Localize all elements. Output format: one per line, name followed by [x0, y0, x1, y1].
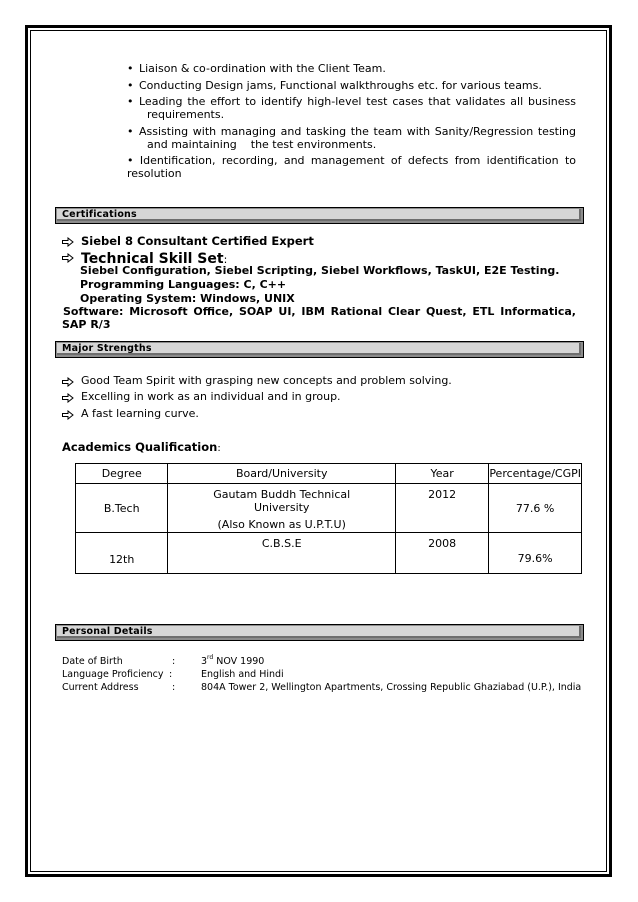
table-cell: C.B.S.E	[168, 533, 396, 574]
field-label: Date of Birth	[62, 656, 123, 667]
section-title: Major Strengths	[62, 343, 152, 354]
arrow-right-icon	[62, 393, 74, 403]
bullet-icon: •	[127, 154, 134, 167]
table-header-row	[76, 464, 582, 484]
section-title: Personal Details	[62, 626, 153, 637]
table-cell: 79.6%	[489, 533, 582, 574]
skill-line: Software: Microsoft Office, SOAP UI, IBM Rational Clear Quest, ETL Informatica,	[63, 305, 576, 318]
column-header: Degree	[76, 464, 168, 484]
field-label: Current Address	[62, 682, 139, 693]
section-title: Certifications	[62, 209, 137, 220]
field-value: English and Hindi	[201, 669, 284, 680]
skill-heading-text: Technical Skill Set	[81, 251, 224, 267]
academics-heading-text: Academics Qualification	[62, 440, 218, 454]
bullet-icon: •	[127, 62, 134, 75]
strength-item: A fast learning curve.	[81, 407, 199, 420]
skill-heading-colon: :	[223, 253, 228, 266]
list-item-text: resolution	[127, 167, 182, 180]
column-header: Year	[395, 464, 488, 484]
bullet-icon: •	[127, 95, 134, 108]
list-item-text: Conducting Design jams, Functional walkthroughs etc. for various teams.	[139, 79, 542, 92]
list-item-text: Leading the effort to identify high-level test cases that validates all business	[139, 95, 576, 108]
bullet-icon: •	[127, 125, 134, 138]
arrow-right-icon	[62, 253, 74, 263]
table-row	[76, 533, 582, 574]
section-header-personal-details	[55, 624, 584, 641]
field-separator: :	[172, 682, 176, 693]
field-value: 804A Tower 2, Wellington Apartments, Crossing Republic Ghaziabad (U.P.), India	[201, 682, 582, 693]
board-text: University	[253, 501, 310, 514]
list-item-text: Liaison & co-ordination with the Client Team.	[139, 62, 386, 75]
arrow-right-icon	[62, 237, 74, 247]
section-header-major-strengths	[55, 341, 584, 358]
arrow-right-icon	[62, 377, 74, 387]
skill-line: Siebel Configuration, Siebel Scripting, Siebel Workflows, TaskUI, E2E Testing.	[80, 264, 560, 277]
list-item-text: Identification, recording, and management of defects from identification to	[139, 154, 576, 167]
column-header: Percentage/CGPI	[489, 464, 582, 484]
table-cell	[168, 484, 396, 533]
section-header-certifications	[55, 207, 584, 224]
table-cell: B.Tech	[76, 484, 168, 533]
table-cell: 77.6 %	[489, 484, 582, 533]
column-header: Board/University	[168, 464, 396, 484]
field-label: Language Proficiency	[62, 669, 164, 680]
field-value: 3rd NOV 1990	[201, 654, 265, 667]
bullet-icon: •	[127, 79, 134, 92]
board-text: (Also Known as U.P.T.U)	[217, 518, 346, 531]
arrow-right-icon	[62, 410, 74, 420]
field-separator: :	[172, 656, 176, 667]
board-text: Gautam Buddh Technical	[213, 488, 351, 501]
skill-line: Operating System: Windows, UNIX	[80, 292, 295, 305]
table-cell: 12th	[76, 533, 168, 574]
skill-line: Programming Languages: C, C++	[80, 278, 287, 291]
table-cell: 2008	[395, 533, 488, 574]
strength-item: Good Team Spirit with grasping new concepts and problem solving.	[81, 374, 452, 387]
academics-heading	[62, 436, 221, 455]
strength-item: Excelling in work as an individual and in group.	[81, 390, 341, 403]
table-row	[76, 484, 582, 533]
academics-heading-colon: :	[217, 443, 221, 454]
certification-item: Siebel 8 Consultant Certified Expert	[81, 234, 314, 248]
field-separator: :	[169, 669, 173, 680]
list-item-text: requirements.	[147, 108, 225, 121]
list-item-text: and maintaining the test environments.	[147, 138, 377, 151]
academics-table	[75, 463, 582, 574]
list-item-text: Assisting with managing and tasking the team with Sanity/Regression testing	[139, 125, 576, 138]
skill-line: SAP R/3	[62, 318, 111, 331]
table-cell: 2012	[395, 484, 488, 533]
